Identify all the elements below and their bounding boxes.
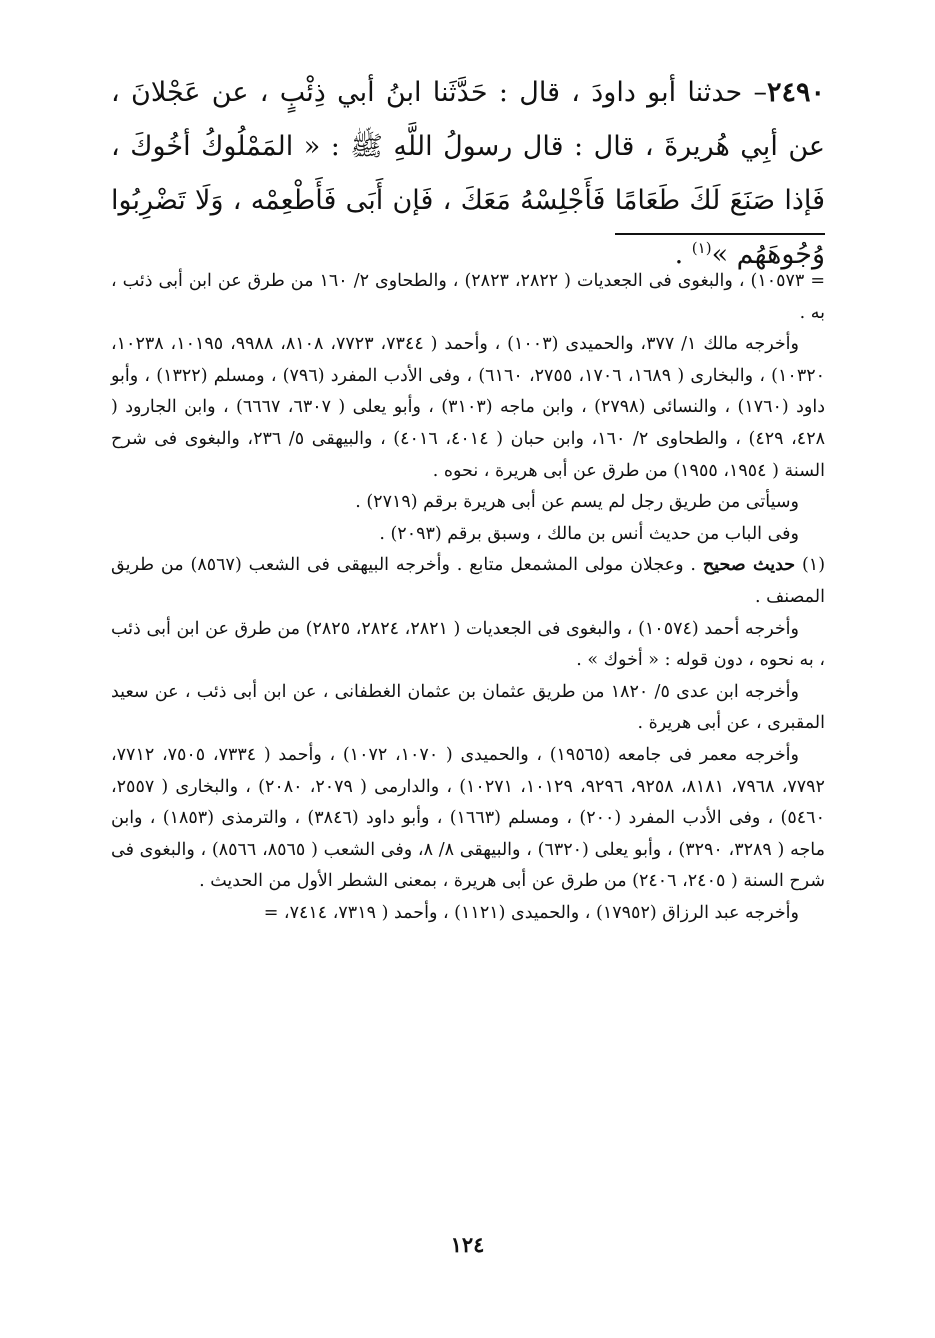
footnote-separator [615, 233, 825, 235]
footnote-1 [111, 550, 825, 613]
hadith-end-mark: . [674, 239, 692, 270]
note-paragraph-forthcoming: وسيأتى من طريق رجل لم يسم عن أبى هريرة برقم (٢٧١٩) . [355, 492, 799, 513]
note-paragraph-anas: وفى الباب من حديث أنس بن مالك ، وسبق برقم (٢٠٩٣) . [379, 523, 799, 544]
footnote-1-grade: حديث صحيح [702, 555, 796, 576]
note-paragraph-ahmad: وأخرجه أحمد (١٠٥٧٤) ، والبغوى فى الجعديات ( ٢٨٢١، ٢٨٢٤، ٢٨٢٥) من طرق عن ابن أبى ذئب ، به نحوه ، دون قوله : « أخوك » . [111, 618, 825, 671]
hadith-text-block [111, 66, 825, 282]
footnote-reference: (١) [691, 239, 712, 257]
hadith-body: – حدثنا أبو داودَ ، قال : حَدَّثَنا ابنُ أبي ذِئْبٍ ، عن عَجْلانَ ، عن أبِي هُريرةَ ، قال : قال رسولُ اللَّهِ ﷺ : « المَمْلُوكُ أخُوكَ ، فَإذا صَنَعَ لَكَ طَعَامًا فَأَجْلِسْهُ مَعَكَ ، فَإن أَبَى فَأَطْعِمْه ، وَلَا تَضْرِبُوا وُجُوهَهُم » [111, 77, 825, 270]
footnotes-block [111, 266, 825, 929]
footnote-1-text: . وعجلان مولى المشمعل متابع . وأخرجه البيهقى فى الشعب (٨٥٦٧) من طريق المصنف . [111, 555, 825, 607]
note-paragraph-ibn-adi: وأخرجه ابن عدى ٥/ ١٨٢٠ من طريق عثمان بن عثمان الغطفانى ، عن ابن أبى ذئب ، عن سعيد المقبرى ، عن أبى هريرة . [111, 681, 825, 734]
note-paragraph-malik: وأخرجه مالك ١/ ٣٧٧، والحميدى (١٠٠٣) ، وأحمد ( ٧٣٤٤، ٧٧٢٣، ٨١٠٨، ٩٩٨٨، ١٠١٩٥، ١٠٢٣٨، ١٠٣٢٠) ، والبخارى ( ١٦٨٩، ١٧٠٦، ٢٧٥٥، ٦١٦٠) ، وفى الأدب المفرد (٧٩٦) ، ومسلم (١٣٢٢) ، وأبو داود (١٧٦٠) ، والنسائى (٢٧٩٨) ، وابن ماجه (٣١٠٣) ، وأبو يعلى ( ٦٣٠٧، ٦٦٦٧) ، وابن الجارود ( ٤٢٨، ٤٢٩) ، والطحاوى ٢/ ١٦٠، وابن حبان ( ٤٠١٤، ٤٠١٦) ، والبيهقى ٥/ ٢٣٦، والبغوى فى شرح السنة ( ١٩٥٤، ١٩٥٥) من طرق عن أبى هريرة ، نحوه . [111, 334, 826, 481]
note-continuation: = ١٠٥٧٣) ، والبغوى فى الجعديات ( ٢٨٢٢، ٢٨٢٣) ، والطحاوى ٢/ ١٦٠ من طرق عن ابن أبى ذئب ، به . [111, 271, 825, 323]
note-paragraph-abdurrazzaq: وأخرجه عبد الرزاق (١٧٩٥٢) ، والحميدى (١١٢١) ، وأحمد ( ٧٣١٩، ٧٤١٤، = [263, 902, 799, 923]
hadith-number: ٢٤٩٠ [766, 77, 825, 108]
page-number: ١٢٤ [450, 1232, 485, 1257]
footnote-1-number: (١) [795, 555, 826, 576]
note-paragraph-mamar: وأخرجه معمر فى جامعه (١٩٥٦٥) ، والحميدى ( ١٠٧٠، ١٠٧٢) ، وأحمد ( ٧٣٣٤، ٧٥٠٥، ٧٧١٢، ٧٧٩٢، ٧٩٦٨، ٨١٨١، ٩٢٥٨، ٩٢٩٦، ١٠١٢٩، ١٠٢٧١) ، والدارمى ( ٢٠٧٩، ٢٠٨٠) ، والبخارى ( ٢٥٥٧، ٥٤٦٠) ، وفى الأدب المفرد (٢٠٠) ، ومسلم (١٦٦٣) ، وأبو داود (٣٨٤٦) ، والترمذى (١٨٥٣) ، وابن ماجه ( ٣٢٨٩، ٣٢٩٠) ، وأبو يعلى (٦٣٢٠) ، والبيهقى ٨/ ٨، وفى الشعب ( ٨٥٦٥، ٨٥٦٦) ، والبغوى فى شرح السنة ( ٢٤٠٥، ٢٤٠٦) من طرق عن أبى هريرة ، بمعنى الشطر الأول من الحديث . [111, 744, 826, 892]
